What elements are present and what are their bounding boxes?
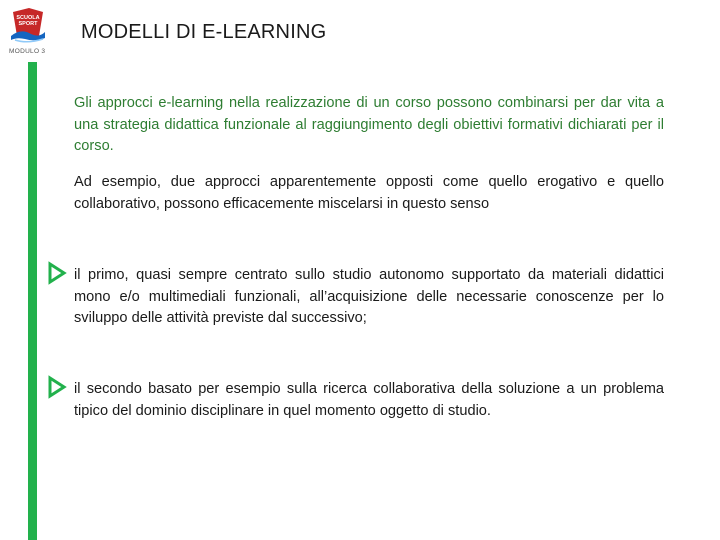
svg-text:SCUOLA: SCUOLA [16,15,40,21]
page-title: MODELLI DI E-LEARNING [81,21,327,43]
logo-icon [9,6,47,44]
bullet-item-1: il primo, quasi sempre centrato sullo studio autonomo supportato da materiali didattici mono e/o multimediali funzionali, all’acquisizione delle necessarie conoscenze per lo sviluppo delle attività previste dal successivo; [74,267,664,326]
example-paragraph: Ad esempio, due approcci apparentemente opposti come quello erogativo e quello collaborativo, possono efficacemente miscelarsi in questo senso [74,174,664,212]
bullet-arrow-icon [47,261,67,285]
accent-bar [28,62,37,540]
bullet-arrow-icon [47,375,67,399]
intro-paragraph: Gli approcci e-learning nella realizzazione di un corso possono combinarsi per dar vita a una strategia didattica funzionale al raggiungimento degli obiettivi formativi dichiarati per il corso. [74,95,664,154]
module-label: MODULO 3 [9,48,46,55]
svg-text:SPORT: SPORT [18,21,38,27]
bullet-item-2: il secondo basato per esempio sulla ricerca collaborativa della soluzione a un problema tipico del dominio disciplinare in quel momento oggetto di studio. [74,381,664,419]
